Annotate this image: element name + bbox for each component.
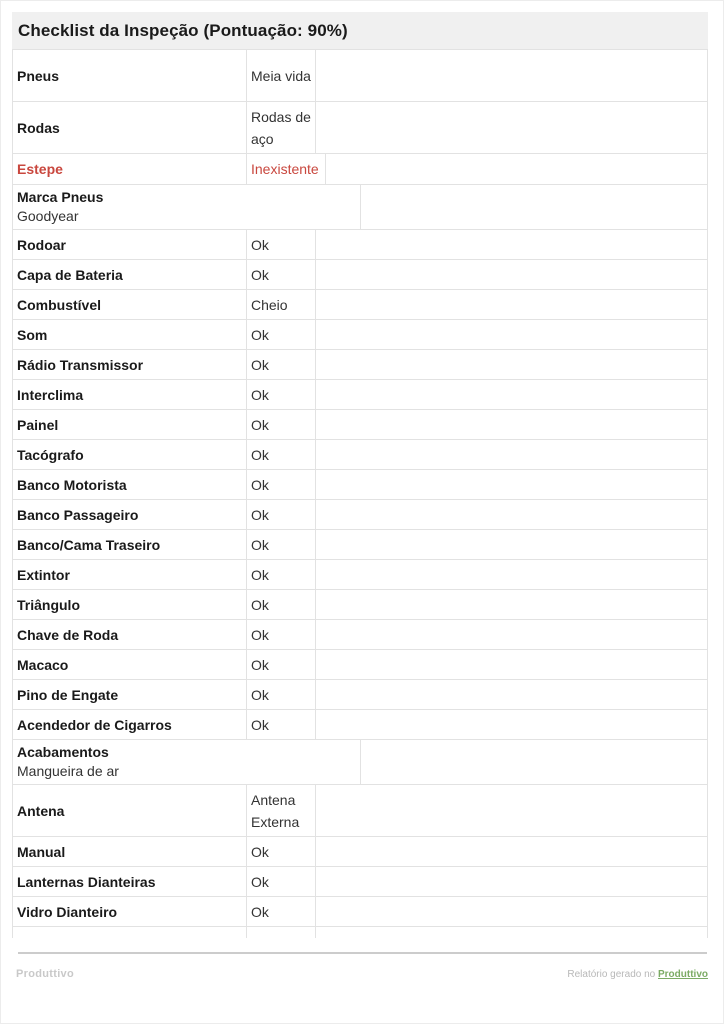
table-row bbox=[12, 785, 708, 837]
item-label: Manual bbox=[17, 843, 66, 860]
item-value: Ok bbox=[246, 680, 315, 709]
item-value: Ok bbox=[246, 867, 315, 896]
item-label: Vidro Dianteiro bbox=[17, 903, 118, 920]
table-row bbox=[12, 350, 708, 380]
table-row bbox=[12, 837, 708, 867]
footer-brand-logo: Produttivo bbox=[16, 968, 74, 980]
table-row-alert bbox=[12, 154, 708, 185]
item-label: Som bbox=[17, 326, 48, 343]
table-row bbox=[12, 50, 708, 102]
item-value: Ok bbox=[246, 590, 315, 619]
empty-cell bbox=[360, 740, 707, 784]
table-row bbox=[12, 440, 708, 470]
table-row bbox=[12, 380, 708, 410]
item-label: Marca Pneus bbox=[17, 189, 104, 205]
table-row bbox=[12, 260, 708, 290]
item-value: Ok bbox=[246, 320, 315, 349]
item-label: Rádio Transmissor bbox=[17, 356, 144, 373]
item-label: Tacógrafo bbox=[17, 446, 84, 463]
empty-cell bbox=[315, 500, 707, 529]
item-value: Ok bbox=[246, 230, 315, 259]
empty-cell bbox=[315, 897, 707, 926]
item-value: Antena Externa bbox=[246, 785, 315, 836]
item-value: Inexistente bbox=[246, 154, 325, 184]
empty-cell bbox=[246, 927, 315, 938]
item-label: Pino de Engate bbox=[17, 686, 119, 703]
item-label: Acabamentos bbox=[17, 744, 109, 760]
footer-generated-note bbox=[567, 969, 708, 980]
item-label: Painel bbox=[17, 416, 59, 433]
empty-cell bbox=[315, 350, 707, 379]
table-row-spacer bbox=[12, 927, 708, 938]
item-value: Ok bbox=[246, 560, 315, 589]
footer-divider bbox=[18, 952, 707, 954]
empty-cell bbox=[315, 927, 707, 938]
table-row bbox=[12, 710, 708, 740]
empty-cell bbox=[360, 185, 707, 229]
item-value: Ok bbox=[246, 530, 315, 559]
item-label: Extintor bbox=[17, 566, 70, 583]
empty-cell bbox=[315, 590, 707, 619]
table-row bbox=[12, 500, 708, 530]
item-value: Ok bbox=[246, 837, 315, 866]
empty-cell bbox=[315, 410, 707, 439]
table-row bbox=[12, 560, 708, 590]
item-value: Ok bbox=[246, 440, 315, 469]
item-label: Banco Motorista bbox=[17, 476, 127, 493]
table-row bbox=[12, 867, 708, 897]
item-label: Lanternas Dianteiras bbox=[17, 873, 156, 890]
item-value: Ok bbox=[246, 710, 315, 739]
item-value: Mangueira de ar bbox=[17, 763, 119, 779]
item-value: Ok bbox=[246, 650, 315, 679]
table-row bbox=[12, 620, 708, 650]
item-value: Ok bbox=[246, 620, 315, 649]
empty-cell bbox=[315, 380, 707, 409]
item-label: Capa de Bateria bbox=[17, 266, 123, 283]
table-row bbox=[12, 320, 708, 350]
empty-cell bbox=[315, 230, 707, 259]
table-row bbox=[12, 530, 708, 560]
footer-generated-text: Relatório gerado no bbox=[567, 968, 658, 980]
table-row bbox=[12, 230, 708, 260]
item-value: Meia vida bbox=[246, 50, 315, 101]
item-value: Ok bbox=[246, 350, 315, 379]
item-value: Ok bbox=[246, 260, 315, 289]
empty-cell bbox=[315, 260, 707, 289]
text-cell bbox=[13, 740, 360, 784]
empty-cell bbox=[315, 785, 707, 836]
empty-cell bbox=[315, 620, 707, 649]
empty-cell bbox=[315, 530, 707, 559]
table-row bbox=[12, 650, 708, 680]
item-value: Rodas de aço bbox=[246, 102, 315, 153]
table-row bbox=[12, 590, 708, 620]
table-row bbox=[12, 410, 708, 440]
item-label: Banco Passageiro bbox=[17, 506, 139, 523]
footer bbox=[16, 968, 708, 980]
item-value: Ok bbox=[246, 380, 315, 409]
item-label: Rodoar bbox=[17, 236, 66, 253]
item-label: Triângulo bbox=[17, 596, 80, 613]
empty-cell bbox=[315, 837, 707, 866]
empty-cell bbox=[315, 680, 707, 709]
empty-cell bbox=[315, 320, 707, 349]
empty-cell bbox=[315, 50, 707, 101]
checklist-table bbox=[12, 49, 708, 938]
table-row bbox=[12, 470, 708, 500]
empty-cell bbox=[315, 867, 707, 896]
checklist-title: Checklist da Inspeção (Pontuação: 90%) bbox=[18, 20, 348, 40]
empty-cell bbox=[13, 927, 246, 938]
item-value: Cheio bbox=[246, 290, 315, 319]
item-value: Ok bbox=[246, 500, 315, 529]
item-label: Combustível bbox=[17, 296, 102, 313]
table-row bbox=[12, 680, 708, 710]
table-row bbox=[12, 897, 708, 927]
item-label: Antena bbox=[17, 802, 65, 819]
report-content bbox=[12, 12, 708, 938]
empty-cell bbox=[315, 470, 707, 499]
item-label: Interclima bbox=[17, 386, 84, 403]
empty-cell bbox=[315, 560, 707, 589]
empty-cell bbox=[315, 650, 707, 679]
empty-cell bbox=[315, 102, 707, 153]
item-label: Rodas bbox=[17, 119, 60, 136]
table-row bbox=[12, 102, 708, 154]
item-value: Goodyear bbox=[17, 208, 79, 224]
item-label: Acendedor de Cigarros bbox=[17, 716, 172, 733]
item-label: Banco/Cama Traseiro bbox=[17, 536, 161, 553]
empty-cell bbox=[315, 290, 707, 319]
table-row bbox=[12, 290, 708, 320]
item-label: Chave de Roda bbox=[17, 626, 119, 643]
text-cell bbox=[13, 185, 360, 229]
item-value: Ok bbox=[246, 410, 315, 439]
item-label: Macaco bbox=[17, 656, 69, 673]
item-value: Ok bbox=[246, 470, 315, 499]
empty-cell bbox=[315, 710, 707, 739]
empty-cell bbox=[325, 154, 707, 184]
item-label: Estepe bbox=[17, 161, 63, 177]
empty-cell bbox=[315, 440, 707, 469]
table-row-text bbox=[12, 740, 708, 785]
item-label: Pneus bbox=[17, 67, 60, 84]
checklist-header bbox=[12, 12, 708, 49]
table-row-text bbox=[12, 185, 708, 230]
footer-produttivo-link[interactable]: Produttivo bbox=[658, 968, 708, 980]
item-value: Ok bbox=[246, 897, 315, 926]
